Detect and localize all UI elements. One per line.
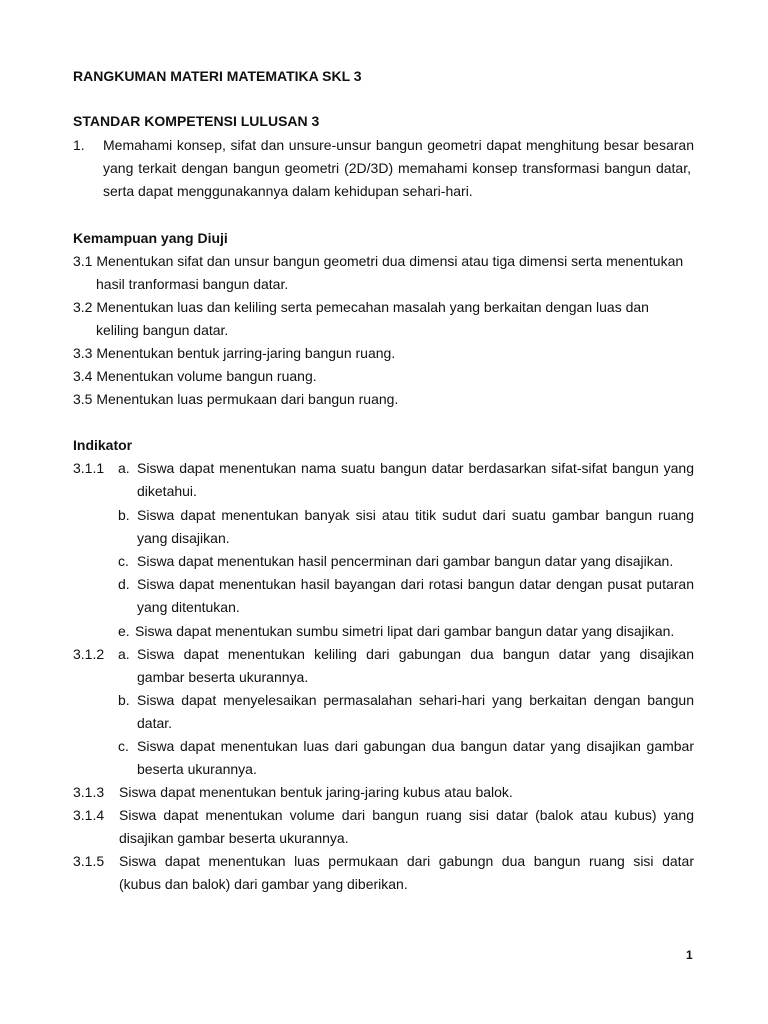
indikator-3-1-1-e-letter: e. — [118, 623, 130, 639]
indikator-3-1-1-b-letter: b. — [118, 507, 130, 523]
indikator-3-1-3-number: 3.1.3 — [73, 784, 105, 800]
kemampuan-3-4: 3.4 Menentukan volume bangun ruang. — [73, 368, 317, 384]
kemampuan-heading: Kemampuan yang Diuji — [73, 230, 228, 246]
indikator-3-1-1-b-line-2: yang disajikan. — [137, 530, 230, 546]
indikator-3-1-4-line-1: Siswa dapat menentukan volume dari bangun ruang sisi datar (balok atau kubus) yang — [119, 807, 694, 823]
indikator-3-1-2-b-line-2: datar. — [137, 715, 173, 731]
indikator-3-1-4-number: 3.1.4 — [73, 807, 105, 823]
kemampuan-3-5: 3.5 Menentukan luas permukaan dari bangun ruang. — [73, 391, 399, 407]
skl-number: 1. — [73, 137, 85, 153]
indikator-3-1-2-a-line-2: gambar beserta ukurannya. — [137, 669, 309, 685]
indikator-3-1-3-line-1: Siswa dapat menentukan bentuk jaring-jaring kubus atau balok. — [119, 784, 513, 800]
kemampuan-3-1-line-1: 3.1 Menentukan sifat dan unsur bangun geometri dua dimensi atau tiga dimensi serta menentukan — [73, 253, 684, 269]
indikator-3-1-2-c-line-1: Siswa dapat menentukan luas dari gabungan dua bangun datar yang disajikan gambar — [137, 738, 694, 754]
skl-line-2: yang terkait dengan bangun geometri (2D/3D) memahami konsep transformasi bangun datar, — [103, 160, 691, 176]
skl-line-1: Memahami konsep, sifat dan unsure-unsur bangun geometri dapat menghitung besar besaran — [103, 137, 694, 153]
document-title: RANGKUMAN MATERI MATEMATIKA SKL 3 — [73, 68, 362, 84]
indikator-3-1-1-c-line-1: Siswa dapat menentukan hasil pencerminan dari gambar bangun datar yang disajikan. — [137, 553, 674, 569]
indikator-3-1-1-c-letter: c. — [118, 553, 129, 569]
indikator-heading: Indikator — [73, 437, 133, 453]
kemampuan-3-2-line-2: keliling bangun datar. — [96, 322, 229, 338]
indikator-3-1-2-a-letter: a. — [118, 646, 130, 662]
indikator-3-1-2-c-letter: c. — [118, 738, 129, 754]
indikator-3-1-5-line-2: (kubus dan balok) dari gambar yang diberikan. — [119, 876, 408, 892]
indikator-3-1-1-number: 3.1.1 — [73, 460, 105, 476]
skl-heading: STANDAR KOMPETENSI LULUSAN 3 — [73, 113, 320, 129]
indikator-3-1-1-d-letter: d. — [118, 576, 130, 592]
indikator-3-1-1-d-line-1: Siswa dapat menentukan hasil bayangan dari rotasi bangun datar dengan pusat putaran — [137, 576, 694, 592]
indikator-3-1-1-a-letter: a. — [118, 460, 130, 476]
indikator-3-1-2-b-line-1: Siswa dapat menyelesaikan permasalahan sehari-hari yang berkaitan dengan bangun — [137, 692, 694, 708]
indikator-3-1-5-line-1: Siswa dapat menentukan luas permukaan dari gabungn dua bangun ruang sisi datar — [119, 853, 694, 869]
kemampuan-3-3: 3.3 Menentukan bentuk jarring-jaring bangun ruang. — [73, 345, 396, 361]
indikator-3-1-5-number: 3.1.5 — [73, 853, 105, 869]
indikator-3-1-2-c-line-2: beserta ukurannya. — [137, 761, 257, 777]
skl-line-3: serta dapat menggunakannya dalam kehidupan sehari-hari. — [103, 183, 473, 199]
indikator-3-1-1-a-line-2: diketahui. — [137, 483, 197, 499]
indikator-3-1-1-d-line-2: yang ditentukan. — [137, 599, 240, 615]
kemampuan-3-1-line-2: hasil tranformasi bangun datar. — [96, 276, 289, 292]
kemampuan-3-2-line-1: 3.2 Menentukan luas dan keliling serta pemecahan masalah yang berkaitan dengan luas dan — [73, 299, 649, 315]
page-number: 1 — [686, 948, 693, 962]
indikator-3-1-1-b-line-1: Siswa dapat menentukan banyak sisi atau titik sudut dari suatu gambar bangun ruang — [137, 507, 694, 523]
indikator-3-1-4-line-2: disajikan gambar beserta ukurannya. — [119, 830, 349, 846]
indikator-3-1-1-a-line-1: Siswa dapat menentukan nama suatu bangun datar berdasarkan sifat-sifat bangun yang — [137, 460, 694, 476]
indikator-3-1-2-number: 3.1.2 — [73, 646, 105, 662]
indikator-3-1-2-b-letter: b. — [118, 692, 130, 708]
indikator-3-1-2-a-line-1: Siswa dapat menentukan keliling dari gabungan dua bangun datar yang disajikan — [137, 646, 694, 662]
indikator-3-1-1-e-line-1: Siswa dapat menentukan sumbu simetri lipat dari gambar bangun datar yang disajikan. — [135, 623, 675, 639]
